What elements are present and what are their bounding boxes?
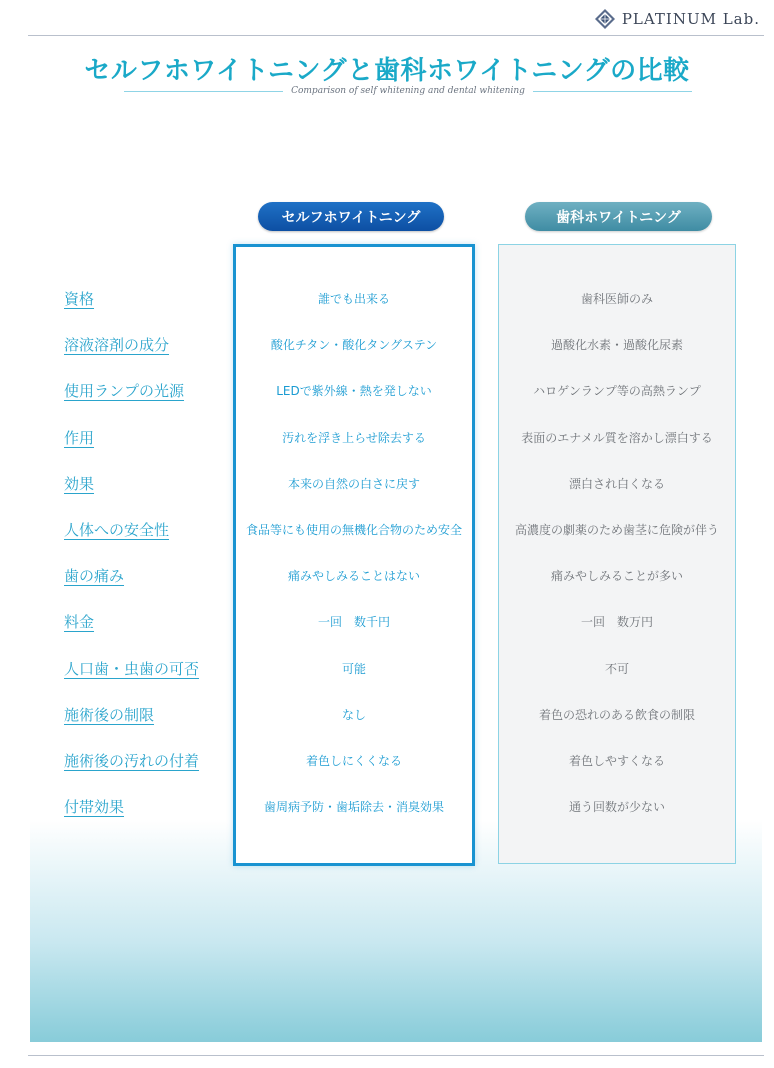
row-label: 作用 bbox=[64, 428, 95, 447]
dental-cell: ハロゲンランプ等の高熱ランプ bbox=[533, 384, 701, 399]
row-label: 溶液溶剤の成分 bbox=[64, 336, 170, 355]
comparison-row bbox=[0, 289, 774, 309]
dental-cell: 痛みやしみることが多い bbox=[550, 569, 683, 584]
dental-cell: 漂白され白くなる bbox=[568, 476, 665, 491]
self-cell: 痛みやしみることはない bbox=[287, 569, 420, 584]
comparison-row bbox=[0, 474, 774, 494]
subtitle-left-line bbox=[124, 91, 283, 92]
dental-cell: 歯科医師のみ bbox=[580, 292, 653, 306]
self-cell: 食品等にも使用の無機化合物のため安全 bbox=[245, 523, 462, 537]
comparison-row bbox=[0, 751, 774, 771]
row-label: 料金 bbox=[64, 613, 95, 632]
page-title: セルフホワイトニングと歯科ホワイトニングの比較 bbox=[84, 56, 690, 86]
row-label: 資格 bbox=[64, 290, 95, 308]
subtitle-right-line bbox=[533, 91, 692, 92]
self-cell: LEDで紫外線・熱を発しない bbox=[276, 384, 432, 399]
comparison-row bbox=[0, 659, 774, 679]
dental-cell: 表面のエナメル質を溶かし漂白する bbox=[521, 430, 713, 445]
comparison-row bbox=[0, 612, 774, 632]
dental-cell: 過酸化水素・過酸化尿素 bbox=[550, 338, 683, 353]
bottom-divider bbox=[28, 1055, 764, 1056]
self-cell: 一回 数千円 bbox=[317, 615, 390, 630]
brand-logo bbox=[594, 6, 760, 32]
row-label: 人体への安全性 bbox=[64, 521, 170, 539]
row-label: 使用ランプの光源 bbox=[64, 382, 185, 401]
dental-whitening-header: 歯科ホワイトニング bbox=[525, 202, 712, 231]
dental-cell: 着色しやすくなる bbox=[568, 754, 665, 768]
comparison-row bbox=[0, 566, 774, 586]
comparison-row bbox=[0, 520, 774, 540]
subtitle-row bbox=[124, 84, 692, 98]
comparison-row bbox=[0, 381, 774, 401]
row-label: 施術後の汚れの付着 bbox=[64, 752, 200, 770]
self-whitening-header: セルフホワイトニング bbox=[258, 202, 444, 231]
top-divider bbox=[28, 35, 764, 36]
comparison-row bbox=[0, 428, 774, 448]
row-label: 付帯効果 bbox=[64, 798, 125, 817]
comparison-row bbox=[0, 705, 774, 725]
dental-cell: 一回 数万円 bbox=[580, 615, 653, 630]
dental-cell: 高濃度の劇薬のため歯茎に危険が伴う bbox=[514, 523, 719, 537]
brand-name: PLATINUM Lab. bbox=[621, 10, 760, 28]
self-cell: 本来の自然の白さに戻す bbox=[287, 476, 420, 491]
self-cell: なし bbox=[341, 707, 366, 722]
diamond-logo-icon bbox=[594, 8, 616, 30]
self-cell: 歯周病予防・歯垢除去・消臭効果 bbox=[263, 800, 444, 815]
self-cell: 誰でも出来る bbox=[317, 292, 390, 306]
self-cell: 酸化チタン・酸化タングステン bbox=[270, 338, 438, 353]
page-subtitle: Comparison of self whitening and dental whitening bbox=[291, 86, 525, 96]
row-label: 施術後の制限 bbox=[64, 705, 155, 724]
dental-cell: 不可 bbox=[604, 661, 629, 676]
comparison-row bbox=[0, 335, 774, 355]
self-cell: 可能 bbox=[341, 661, 366, 676]
row-label: 効果 bbox=[64, 474, 95, 493]
comparison-row bbox=[0, 797, 774, 817]
self-cell: 着色しにくくなる bbox=[305, 754, 402, 768]
self-cell: 汚れを浮き上らせ除去する bbox=[282, 430, 426, 445]
dental-cell: 通う回数が少ない bbox=[568, 800, 665, 815]
row-label: 歯の痛み bbox=[64, 567, 125, 586]
dental-cell: 着色の恐れのある飲食の制限 bbox=[538, 707, 695, 722]
row-label: 人口歯・虫歯の可否 bbox=[64, 659, 200, 678]
